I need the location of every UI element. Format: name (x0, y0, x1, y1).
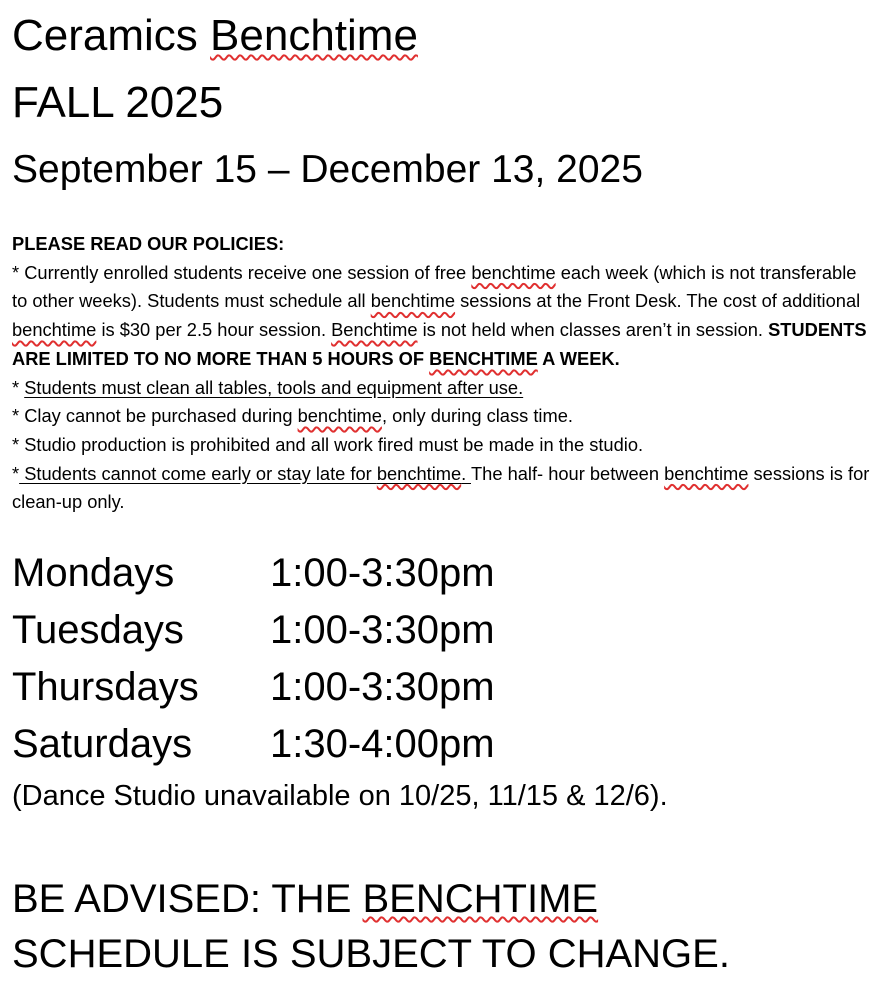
schedule-time: 1:30-4:00pm (270, 722, 495, 766)
advisory-line-2: SCHEDULE IS SUBJECT TO CHANGE. (12, 932, 730, 976)
schedule-time: 1:00-3:30pm (270, 551, 495, 595)
policy-paragraph-5: * Students cannot come early or stay late for benchtime. The half- hour between benchtime sessions is for clean-up only. (12, 462, 870, 513)
schedule-day: Mondays (12, 551, 175, 595)
policies-heading: PLEASE READ OUR POLICIES: (12, 233, 285, 254)
schedule-time: 1:00-3:30pm (270, 665, 495, 709)
policy-paragraph-1: * Currently enrolled students receive one session of free benchtime each week (which is not transferable to other weeks). Students must schedule all benchtime sessions at the Front Desk. The cost of additional benchtime is $30 per 2.5 hour session. Benchtime is not held when classes aren’t in session. STUDENTS ARE LIMITED TO NO MORE THAN 5 HOURS OF BENCHTIME A WEEK. (12, 261, 867, 369)
policies-section (12, 230, 872, 517)
date-range: September 15 – December 13, 2025 (12, 148, 643, 191)
season-heading: FALL 2025 (12, 78, 224, 127)
dance-studio-note: (Dance Studio unavailable on 10/25, 11/15 & 12/6). (12, 780, 668, 812)
schedule-time: 1:00-3:30pm (270, 608, 495, 652)
schedule-row (12, 716, 495, 773)
document-title (12, 8, 418, 64)
advisory-line-1: BE ADVISED: THE BENCHTIME (12, 877, 599, 921)
schedule-day: Saturdays (12, 722, 193, 766)
schedule-list (12, 545, 495, 773)
schedule-day: Tuesdays (12, 608, 184, 652)
policy-paragraph-2: * Students must clean all tables, tools and equipment after use. (12, 376, 524, 398)
schedule-row (12, 602, 495, 659)
policy-paragraph-4: * Studio production is prohibited and all work fired must be made in the studio. (12, 433, 644, 455)
schedule-day: Thursdays (12, 665, 199, 709)
schedule-row (12, 545, 495, 602)
advisory-notice (12, 872, 730, 982)
policy-paragraph-3: * Clay cannot be purchased during benchtime, only during class time. (12, 405, 573, 427)
title-prefix: Ceramics (12, 11, 211, 60)
title-word: Benchtime (210, 11, 418, 60)
schedule-row (12, 659, 495, 716)
